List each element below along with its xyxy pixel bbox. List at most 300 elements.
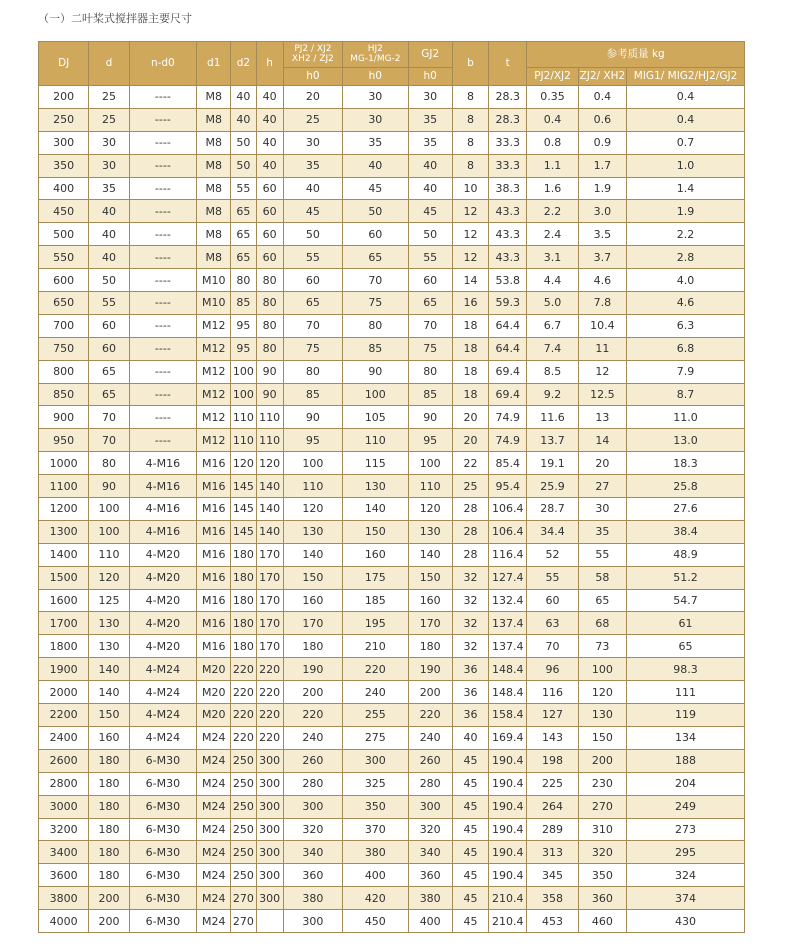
table-row xyxy=(39,200,745,223)
cell-b: 45 xyxy=(452,910,488,933)
cell-mass-mig: 2.8 xyxy=(627,246,745,269)
cell-b: 18 xyxy=(452,383,488,406)
cell-b: 45 xyxy=(452,772,488,795)
table-row xyxy=(39,704,745,727)
cell-d1: M16 xyxy=(197,635,231,658)
cell-mass-pj2: 55 xyxy=(527,566,578,589)
table-row xyxy=(39,360,745,383)
cell-d: 35 xyxy=(89,177,129,200)
cell-dj: 4000 xyxy=(39,910,89,933)
table-row xyxy=(39,108,745,131)
cell-b: 36 xyxy=(452,658,488,681)
cell-h0-pj: 40 xyxy=(283,177,342,200)
cell-b: 14 xyxy=(452,269,488,292)
cell-h0-gj: 50 xyxy=(408,223,452,246)
cell-dj: 1200 xyxy=(39,498,89,521)
cell-h0-hj: 255 xyxy=(343,704,408,727)
header-pj-line2: XH2 / ZJ2 xyxy=(291,53,334,64)
cell-dj: 450 xyxy=(39,200,89,223)
cell-h: 80 xyxy=(256,314,283,337)
cell-mass-pj2: 1.1 xyxy=(527,154,578,177)
cell-d1: M16 xyxy=(197,566,231,589)
cell-dj: 900 xyxy=(39,406,89,429)
cell-h: 170 xyxy=(256,566,283,589)
cell-h: 170 xyxy=(256,543,283,566)
cell-d2: 270 xyxy=(231,887,256,910)
cell-h0-pj: 320 xyxy=(283,818,342,841)
cell-mass-zj2: 55 xyxy=(578,543,626,566)
cell-d: 180 xyxy=(89,749,129,772)
cell-b: 32 xyxy=(452,635,488,658)
cell-mass-zj2: 320 xyxy=(578,841,626,864)
cell-h0-pj: 85 xyxy=(283,383,342,406)
cell-mass-mig: 119 xyxy=(627,704,745,727)
cell-d: 100 xyxy=(89,520,129,543)
cell-d1: M24 xyxy=(197,749,231,772)
cell-mass-zj2: 10.4 xyxy=(578,314,626,337)
table-row xyxy=(39,887,745,910)
header-d2: d2 xyxy=(231,42,256,86)
cell-d1: M24 xyxy=(197,841,231,864)
cell-h0-hj: 140 xyxy=(343,498,408,521)
cell-mass-pj2: 9.2 xyxy=(527,383,578,406)
cell-n-d0: 4-M16 xyxy=(129,475,196,498)
header-dj: DJ xyxy=(39,42,89,86)
cell-h0-pj: 240 xyxy=(283,726,342,749)
cell-dj: 2600 xyxy=(39,749,89,772)
table-row xyxy=(39,658,745,681)
cell-h: 40 xyxy=(256,131,283,154)
cell-t: 69.4 xyxy=(489,360,527,383)
cell-d2: 100 xyxy=(231,360,256,383)
cell-d: 120 xyxy=(89,566,129,589)
cell-mass-mig: 25.8 xyxy=(627,475,745,498)
cell-h0-hj: 400 xyxy=(343,864,408,887)
cell-t: 210.4 xyxy=(489,910,527,933)
cell-h0-hj: 160 xyxy=(343,543,408,566)
table-row xyxy=(39,452,745,475)
cell-dj: 1600 xyxy=(39,589,89,612)
table-row xyxy=(39,681,745,704)
cell-d1: M8 xyxy=(197,246,231,269)
cell-n-d0: ---- xyxy=(129,131,196,154)
cell-t: 127.4 xyxy=(489,566,527,589)
cell-h: 120 xyxy=(256,452,283,475)
cell-d1: M24 xyxy=(197,864,231,887)
cell-t: 137.4 xyxy=(489,612,527,635)
cell-h0-gj: 75 xyxy=(408,337,452,360)
table-row xyxy=(39,589,745,612)
cell-d: 30 xyxy=(89,131,129,154)
cell-mass-mig: 0.4 xyxy=(627,86,745,109)
cell-h0-gj: 180 xyxy=(408,635,452,658)
cell-h0-gj: 95 xyxy=(408,429,452,452)
cell-dj: 650 xyxy=(39,292,89,315)
cell-mass-zj2: 310 xyxy=(578,818,626,841)
cell-h0-hj: 75 xyxy=(343,292,408,315)
cell-h0-hj: 35 xyxy=(343,131,408,154)
table-row xyxy=(39,498,745,521)
cell-mass-mig: 6.3 xyxy=(627,314,745,337)
cell-n-d0: 4-M24 xyxy=(129,704,196,727)
cell-d2: 50 xyxy=(231,131,256,154)
cell-h0-gj: 400 xyxy=(408,910,452,933)
cell-d: 80 xyxy=(89,452,129,475)
cell-b: 12 xyxy=(452,223,488,246)
table-row xyxy=(39,177,745,200)
cell-d1: M16 xyxy=(197,612,231,635)
cell-t: 85.4 xyxy=(489,452,527,475)
cell-mass-pj2: 116 xyxy=(527,681,578,704)
cell-dj: 1700 xyxy=(39,612,89,635)
cell-h: 60 xyxy=(256,177,283,200)
cell-d: 125 xyxy=(89,589,129,612)
cell-n-d0: ---- xyxy=(129,177,196,200)
cell-mass-mig: 111 xyxy=(627,681,745,704)
cell-d: 65 xyxy=(89,383,129,406)
cell-mass-pj2: 4.4 xyxy=(527,269,578,292)
cell-mass-mig: 6.8 xyxy=(627,337,745,360)
cell-h0-gj: 220 xyxy=(408,704,452,727)
cell-h0-hj: 70 xyxy=(343,269,408,292)
cell-h: 170 xyxy=(256,635,283,658)
cell-n-d0: ---- xyxy=(129,406,196,429)
cell-n-d0: 4-M20 xyxy=(129,612,196,635)
cell-h0-hj: 210 xyxy=(343,635,408,658)
cell-b: 36 xyxy=(452,704,488,727)
cell-d1: M12 xyxy=(197,383,231,406)
dimension-table-container xyxy=(38,41,745,933)
cell-mass-pj2: 8.5 xyxy=(527,360,578,383)
table-row xyxy=(39,566,745,589)
cell-h: 140 xyxy=(256,498,283,521)
cell-mass-zj2: 1.9 xyxy=(578,177,626,200)
cell-h0-hj: 325 xyxy=(343,772,408,795)
cell-mass-mig: 98.3 xyxy=(627,658,745,681)
cell-t: 132.4 xyxy=(489,589,527,612)
cell-mass-pj2: 453 xyxy=(527,910,578,933)
cell-mass-zj2: 3.7 xyxy=(578,246,626,269)
cell-h0-hj: 100 xyxy=(343,383,408,406)
cell-t: 106.4 xyxy=(489,498,527,521)
header-t: t xyxy=(489,42,527,86)
cell-h: 90 xyxy=(256,383,283,406)
cell-h0-gj: 360 xyxy=(408,864,452,887)
cell-d2: 180 xyxy=(231,589,256,612)
cell-mass-mig: 54.7 xyxy=(627,589,745,612)
table-row xyxy=(39,795,745,818)
cell-n-d0: ---- xyxy=(129,223,196,246)
cell-mass-pj2: 225 xyxy=(527,772,578,795)
cell-t: 28.3 xyxy=(489,86,527,109)
cell-h0-gj: 30 xyxy=(408,86,452,109)
cell-mass-mig: 61 xyxy=(627,612,745,635)
cell-mass-zj2: 12.5 xyxy=(578,383,626,406)
cell-t: 210.4 xyxy=(489,887,527,910)
cell-h0-gj: 90 xyxy=(408,406,452,429)
cell-mass-mig: 430 xyxy=(627,910,745,933)
cell-b: 16 xyxy=(452,292,488,315)
cell-h0-gj: 35 xyxy=(408,131,452,154)
cell-h: 60 xyxy=(256,200,283,223)
cell-h0-hj: 450 xyxy=(343,910,408,933)
cell-mass-zj2: 460 xyxy=(578,910,626,933)
cell-d1: M20 xyxy=(197,704,231,727)
cell-d1: M8 xyxy=(197,154,231,177)
header-b: b xyxy=(452,42,488,86)
cell-mass-pj2: 289 xyxy=(527,818,578,841)
cell-d: 40 xyxy=(89,246,129,269)
cell-b: 45 xyxy=(452,795,488,818)
cell-d2: 40 xyxy=(231,108,256,131)
cell-t: 69.4 xyxy=(489,383,527,406)
cell-mass-mig: 273 xyxy=(627,818,745,841)
cell-mass-mig: 1.9 xyxy=(627,200,745,223)
cell-d2: 55 xyxy=(231,177,256,200)
cell-h0-gj: 130 xyxy=(408,520,452,543)
cell-h0-gj: 80 xyxy=(408,360,452,383)
cell-mass-pj2: 11.6 xyxy=(527,406,578,429)
cell-d: 50 xyxy=(89,269,129,292)
cell-b: 45 xyxy=(452,841,488,864)
cell-d1: M8 xyxy=(197,131,231,154)
cell-h0-pj: 300 xyxy=(283,910,342,933)
cell-mass-pj2: 143 xyxy=(527,726,578,749)
cell-d: 180 xyxy=(89,841,129,864)
cell-d2: 100 xyxy=(231,383,256,406)
cell-mass-mig: 188 xyxy=(627,749,745,772)
cell-mass-mig: 8.7 xyxy=(627,383,745,406)
cell-h0-pj: 25 xyxy=(283,108,342,131)
cell-mass-zj2: 100 xyxy=(578,658,626,681)
cell-b: 32 xyxy=(452,566,488,589)
cell-n-d0: ---- xyxy=(129,86,196,109)
cell-t: 106.4 xyxy=(489,520,527,543)
header-hj-line1: HJ2 xyxy=(367,43,383,54)
cell-d1: M8 xyxy=(197,177,231,200)
header-h0-gj: h0 xyxy=(408,68,452,86)
cell-h0-hj: 30 xyxy=(343,108,408,131)
header-hj-line2: MG-1/MG-2 xyxy=(350,53,401,64)
cell-h: 60 xyxy=(256,246,283,269)
cell-h0-pj: 55 xyxy=(283,246,342,269)
cell-d2: 110 xyxy=(231,406,256,429)
cell-d2: 180 xyxy=(231,543,256,566)
cell-dj: 3000 xyxy=(39,795,89,818)
cell-mass-pj2: 19.1 xyxy=(527,452,578,475)
cell-h0-pj: 120 xyxy=(283,498,342,521)
cell-h0-gj: 150 xyxy=(408,566,452,589)
cell-mass-pj2: 28.7 xyxy=(527,498,578,521)
cell-d1: M24 xyxy=(197,818,231,841)
cell-h0-pj: 360 xyxy=(283,864,342,887)
cell-n-d0: 4-M24 xyxy=(129,658,196,681)
cell-mass-zj2: 58 xyxy=(578,566,626,589)
cell-n-d0: 6-M30 xyxy=(129,910,196,933)
table-row xyxy=(39,269,745,292)
cell-h0-gj: 85 xyxy=(408,383,452,406)
cell-mass-pj2: 5.0 xyxy=(527,292,578,315)
cell-h0-pj: 75 xyxy=(283,337,342,360)
cell-n-d0: ---- xyxy=(129,108,196,131)
cell-dj: 750 xyxy=(39,337,89,360)
cell-d: 160 xyxy=(89,726,129,749)
cell-n-d0: ---- xyxy=(129,360,196,383)
cell-b: 28 xyxy=(452,543,488,566)
cell-n-d0: 6-M30 xyxy=(129,795,196,818)
cell-mass-zj2: 4.6 xyxy=(578,269,626,292)
cell-t: 33.3 xyxy=(489,131,527,154)
cell-mass-zj2: 27 xyxy=(578,475,626,498)
cell-d: 110 xyxy=(89,543,129,566)
cell-n-d0: 4-M24 xyxy=(129,726,196,749)
header-n-d0: n-d0 xyxy=(129,42,196,86)
cell-h0-hj: 115 xyxy=(343,452,408,475)
cell-h0-hj: 420 xyxy=(343,887,408,910)
cell-h: 110 xyxy=(256,406,283,429)
cell-b: 18 xyxy=(452,337,488,360)
cell-h: 300 xyxy=(256,795,283,818)
cell-mass-mig: 7.9 xyxy=(627,360,745,383)
cell-h0-hj: 370 xyxy=(343,818,408,841)
cell-t: 148.4 xyxy=(489,681,527,704)
header-pj-line1: PJ2 / XJ2 xyxy=(294,43,332,54)
cell-mass-pj2: 2.4 xyxy=(527,223,578,246)
cell-d1: M16 xyxy=(197,589,231,612)
cell-t: 64.4 xyxy=(489,337,527,360)
cell-mass-pj2: 70 xyxy=(527,635,578,658)
cell-n-d0: ---- xyxy=(129,383,196,406)
cell-h0-hj: 220 xyxy=(343,658,408,681)
cell-mass-zj2: 30 xyxy=(578,498,626,521)
cell-d1: M24 xyxy=(197,910,231,933)
cell-h0-pj: 280 xyxy=(283,772,342,795)
cell-h0-hj: 30 xyxy=(343,86,408,109)
cell-mass-pj2: 313 xyxy=(527,841,578,864)
cell-h0-pj: 200 xyxy=(283,681,342,704)
cell-mass-mig: 18.3 xyxy=(627,452,745,475)
cell-h0-gj: 300 xyxy=(408,795,452,818)
cell-d2: 50 xyxy=(231,154,256,177)
table-row xyxy=(39,520,745,543)
cell-d2: 250 xyxy=(231,818,256,841)
cell-mass-mig: 0.4 xyxy=(627,108,745,131)
cell-h: 110 xyxy=(256,429,283,452)
cell-h0-hj: 105 xyxy=(343,406,408,429)
cell-h0-hj: 40 xyxy=(343,154,408,177)
cell-b: 8 xyxy=(452,108,488,131)
cell-mass-mig: 134 xyxy=(627,726,745,749)
cell-mass-zj2: 65 xyxy=(578,589,626,612)
cell-mass-zj2: 7.8 xyxy=(578,292,626,315)
cell-h0-pj: 45 xyxy=(283,200,342,223)
cell-t: 43.3 xyxy=(489,246,527,269)
cell-h0-pj: 170 xyxy=(283,612,342,635)
cell-d2: 145 xyxy=(231,475,256,498)
cell-dj: 1100 xyxy=(39,475,89,498)
cell-d2: 250 xyxy=(231,772,256,795)
cell-h0-gj: 35 xyxy=(408,108,452,131)
cell-mass-mig: 295 xyxy=(627,841,745,864)
cell-h: 140 xyxy=(256,520,283,543)
cell-dj: 2800 xyxy=(39,772,89,795)
cell-b: 40 xyxy=(452,726,488,749)
cell-mass-pj2: 0.4 xyxy=(527,108,578,131)
header-mass: 参考质量 kg xyxy=(527,42,745,68)
cell-b: 45 xyxy=(452,749,488,772)
cell-dj: 200 xyxy=(39,86,89,109)
cell-h0-pj: 130 xyxy=(283,520,342,543)
cell-d: 55 xyxy=(89,292,129,315)
cell-d: 90 xyxy=(89,475,129,498)
cell-mass-mig: 204 xyxy=(627,772,745,795)
cell-d1: M16 xyxy=(197,520,231,543)
header-pj-group xyxy=(283,42,342,68)
cell-mass-zj2: 12 xyxy=(578,360,626,383)
cell-h: 220 xyxy=(256,681,283,704)
cell-mass-mig: 4.0 xyxy=(627,269,745,292)
cell-t: 33.3 xyxy=(489,154,527,177)
cell-d1: M24 xyxy=(197,887,231,910)
cell-d2: 250 xyxy=(231,864,256,887)
header-mass-pj2: PJ2/XJ2 xyxy=(527,68,578,86)
cell-n-d0: 6-M30 xyxy=(129,772,196,795)
cell-mass-zj2: 20 xyxy=(578,452,626,475)
cell-mass-zj2: 150 xyxy=(578,726,626,749)
cell-d: 40 xyxy=(89,223,129,246)
header-mass-mig: MIG1/ MIG2/HJ2/GJ2 xyxy=(627,68,745,86)
cell-h0-gj: 120 xyxy=(408,498,452,521)
cell-h0-hj: 350 xyxy=(343,795,408,818)
cell-h0-hj: 80 xyxy=(343,314,408,337)
cell-mass-mig: 249 xyxy=(627,795,745,818)
cell-h0-gj: 65 xyxy=(408,292,452,315)
cell-n-d0: 6-M30 xyxy=(129,841,196,864)
cell-mass-pj2: 2.2 xyxy=(527,200,578,223)
cell-n-d0: 4-M20 xyxy=(129,566,196,589)
header-gj: GJ2 xyxy=(408,42,452,68)
cell-h: 40 xyxy=(256,108,283,131)
table-row xyxy=(39,612,745,635)
cell-h0-gj: 280 xyxy=(408,772,452,795)
cell-t: 95.4 xyxy=(489,475,527,498)
cell-dj: 1800 xyxy=(39,635,89,658)
cell-b: 45 xyxy=(452,864,488,887)
cell-t: 190.4 xyxy=(489,795,527,818)
cell-n-d0: ---- xyxy=(129,246,196,269)
cell-h0-pj: 60 xyxy=(283,269,342,292)
cell-dj: 400 xyxy=(39,177,89,200)
cell-h0-hj: 300 xyxy=(343,749,408,772)
cell-t: 53.8 xyxy=(489,269,527,292)
cell-dj: 2000 xyxy=(39,681,89,704)
cell-dj: 700 xyxy=(39,314,89,337)
cell-h: 140 xyxy=(256,475,283,498)
cell-mass-zj2: 0.6 xyxy=(578,108,626,131)
cell-mass-zj2: 35 xyxy=(578,520,626,543)
cell-h0-gj: 40 xyxy=(408,154,452,177)
cell-h0-pj: 50 xyxy=(283,223,342,246)
table-row xyxy=(39,314,745,337)
cell-h0-gj: 240 xyxy=(408,726,452,749)
cell-d: 70 xyxy=(89,429,129,452)
cell-mass-zj2: 350 xyxy=(578,864,626,887)
cell-n-d0: ---- xyxy=(129,200,196,223)
cell-d1: M8 xyxy=(197,223,231,246)
cell-d1: M12 xyxy=(197,406,231,429)
cell-h0-gj: 45 xyxy=(408,200,452,223)
cell-h0-gj: 260 xyxy=(408,749,452,772)
